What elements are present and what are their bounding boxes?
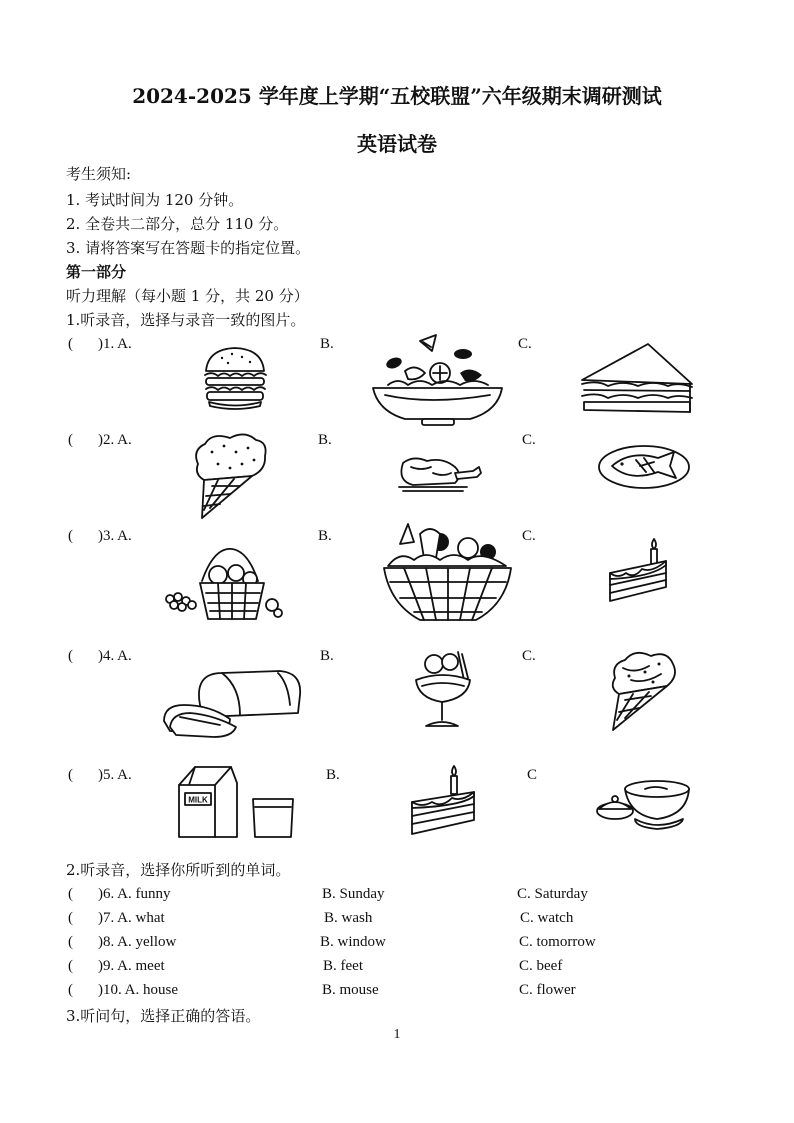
question-label: )4. A. xyxy=(98,648,132,664)
option-a: )8. A. yellow xyxy=(98,934,177,950)
cake-slice-icon[interactable] xyxy=(410,762,478,837)
section-heading: 听力理解（每小题 1 分，共 20 分） xyxy=(66,287,309,305)
answer-paren[interactable]: ( xyxy=(68,648,73,664)
notice-item: 1. 考试时间为 120 分钟。 xyxy=(66,191,244,209)
tea-cup-icon[interactable] xyxy=(595,775,695,833)
question-label: )3. A. xyxy=(98,528,132,544)
question-label: )1. A. xyxy=(98,336,132,352)
fish-plate-icon[interactable] xyxy=(596,442,692,492)
salad-bowl-icon[interactable] xyxy=(370,333,505,428)
notice-item: 3. 请将答案写在答题卡的指定位置。 xyxy=(66,239,311,257)
option-c: C. tomorrow xyxy=(519,934,596,950)
task-instruction: 3.听问句，选择正确的答语。 xyxy=(66,1007,261,1025)
option-b-label: B. xyxy=(318,432,332,448)
option-b: B. mouse xyxy=(322,982,379,998)
ice-cream-cone-icon[interactable] xyxy=(190,430,270,522)
option-b-label: B. xyxy=(326,767,340,783)
option-c: C. beef xyxy=(519,958,563,974)
answer-paren[interactable]: ( xyxy=(68,767,73,783)
ice-cream-cone-icon[interactable] xyxy=(605,648,679,733)
page-number: 1 xyxy=(393,1027,401,1042)
notice-item: 2. 全卷共二部分，总分 110 分。 xyxy=(66,215,289,233)
option-c-label: C. xyxy=(518,336,532,352)
option-c: C. Saturday xyxy=(517,886,588,902)
notice-heading: 考生须知: xyxy=(66,165,132,183)
option-a: )6. A. funny xyxy=(98,886,171,902)
sandwich-icon[interactable] xyxy=(578,340,696,418)
option-a: )9. A. meet xyxy=(98,958,165,974)
cake-slice-icon[interactable] xyxy=(608,535,670,607)
option-b: B. window xyxy=(320,934,386,950)
task-instruction: 1.听录音，选择与录音一致的图片。 xyxy=(66,311,306,329)
option-b: B. wash xyxy=(324,910,373,926)
option-b-label: B. xyxy=(318,528,332,544)
option-a: )10. A. house xyxy=(98,982,178,998)
answer-paren[interactable]: ( xyxy=(68,336,73,352)
part-heading: 第一部分 xyxy=(66,263,127,281)
fruit-basket-icon[interactable] xyxy=(162,545,284,625)
ice-cream-sundae-icon[interactable] xyxy=(412,650,474,732)
bread-loaf-icon[interactable] xyxy=(160,665,305,740)
hamburger-icon[interactable] xyxy=(200,345,270,410)
exam-subtitle: 英语试卷 xyxy=(357,132,437,156)
answer-paren[interactable]: ( xyxy=(68,910,73,926)
option-c-label: C xyxy=(527,767,538,783)
option-b-label: B. xyxy=(320,336,334,352)
exam-title: 2024-2025 学年度上学期“五校联盟”六年级期末调研测试 xyxy=(132,84,662,108)
option-c-label: C. xyxy=(522,648,536,664)
answer-paren[interactable]: ( xyxy=(68,982,73,998)
option-b-label: B. xyxy=(320,648,334,664)
vegetable-basket-icon[interactable] xyxy=(380,522,515,627)
answer-paren[interactable]: ( xyxy=(68,934,73,950)
answer-paren[interactable]: ( xyxy=(68,432,73,448)
answer-paren[interactable]: ( xyxy=(68,958,73,974)
answer-paren[interactable]: ( xyxy=(68,886,73,902)
option-c: C. flower xyxy=(519,982,576,998)
milk-label: MILK xyxy=(188,795,208,805)
answer-paren[interactable]: ( xyxy=(68,528,73,544)
milk-carton-icon[interactable] xyxy=(175,765,305,840)
roast-chicken-icon[interactable] xyxy=(393,453,485,493)
option-c-label: C. xyxy=(522,432,536,448)
task-instruction: 2.听录音，选择你所听到的单词。 xyxy=(66,861,291,879)
option-c-label: C. xyxy=(522,528,536,544)
question-label: )2. A. xyxy=(98,432,132,448)
option-b: B. Sunday xyxy=(322,886,385,902)
option-c: C. watch xyxy=(520,910,574,926)
option-b: B. feet xyxy=(323,958,363,974)
option-a: )7. A. what xyxy=(98,910,165,926)
question-label: )5. A. xyxy=(98,767,132,783)
